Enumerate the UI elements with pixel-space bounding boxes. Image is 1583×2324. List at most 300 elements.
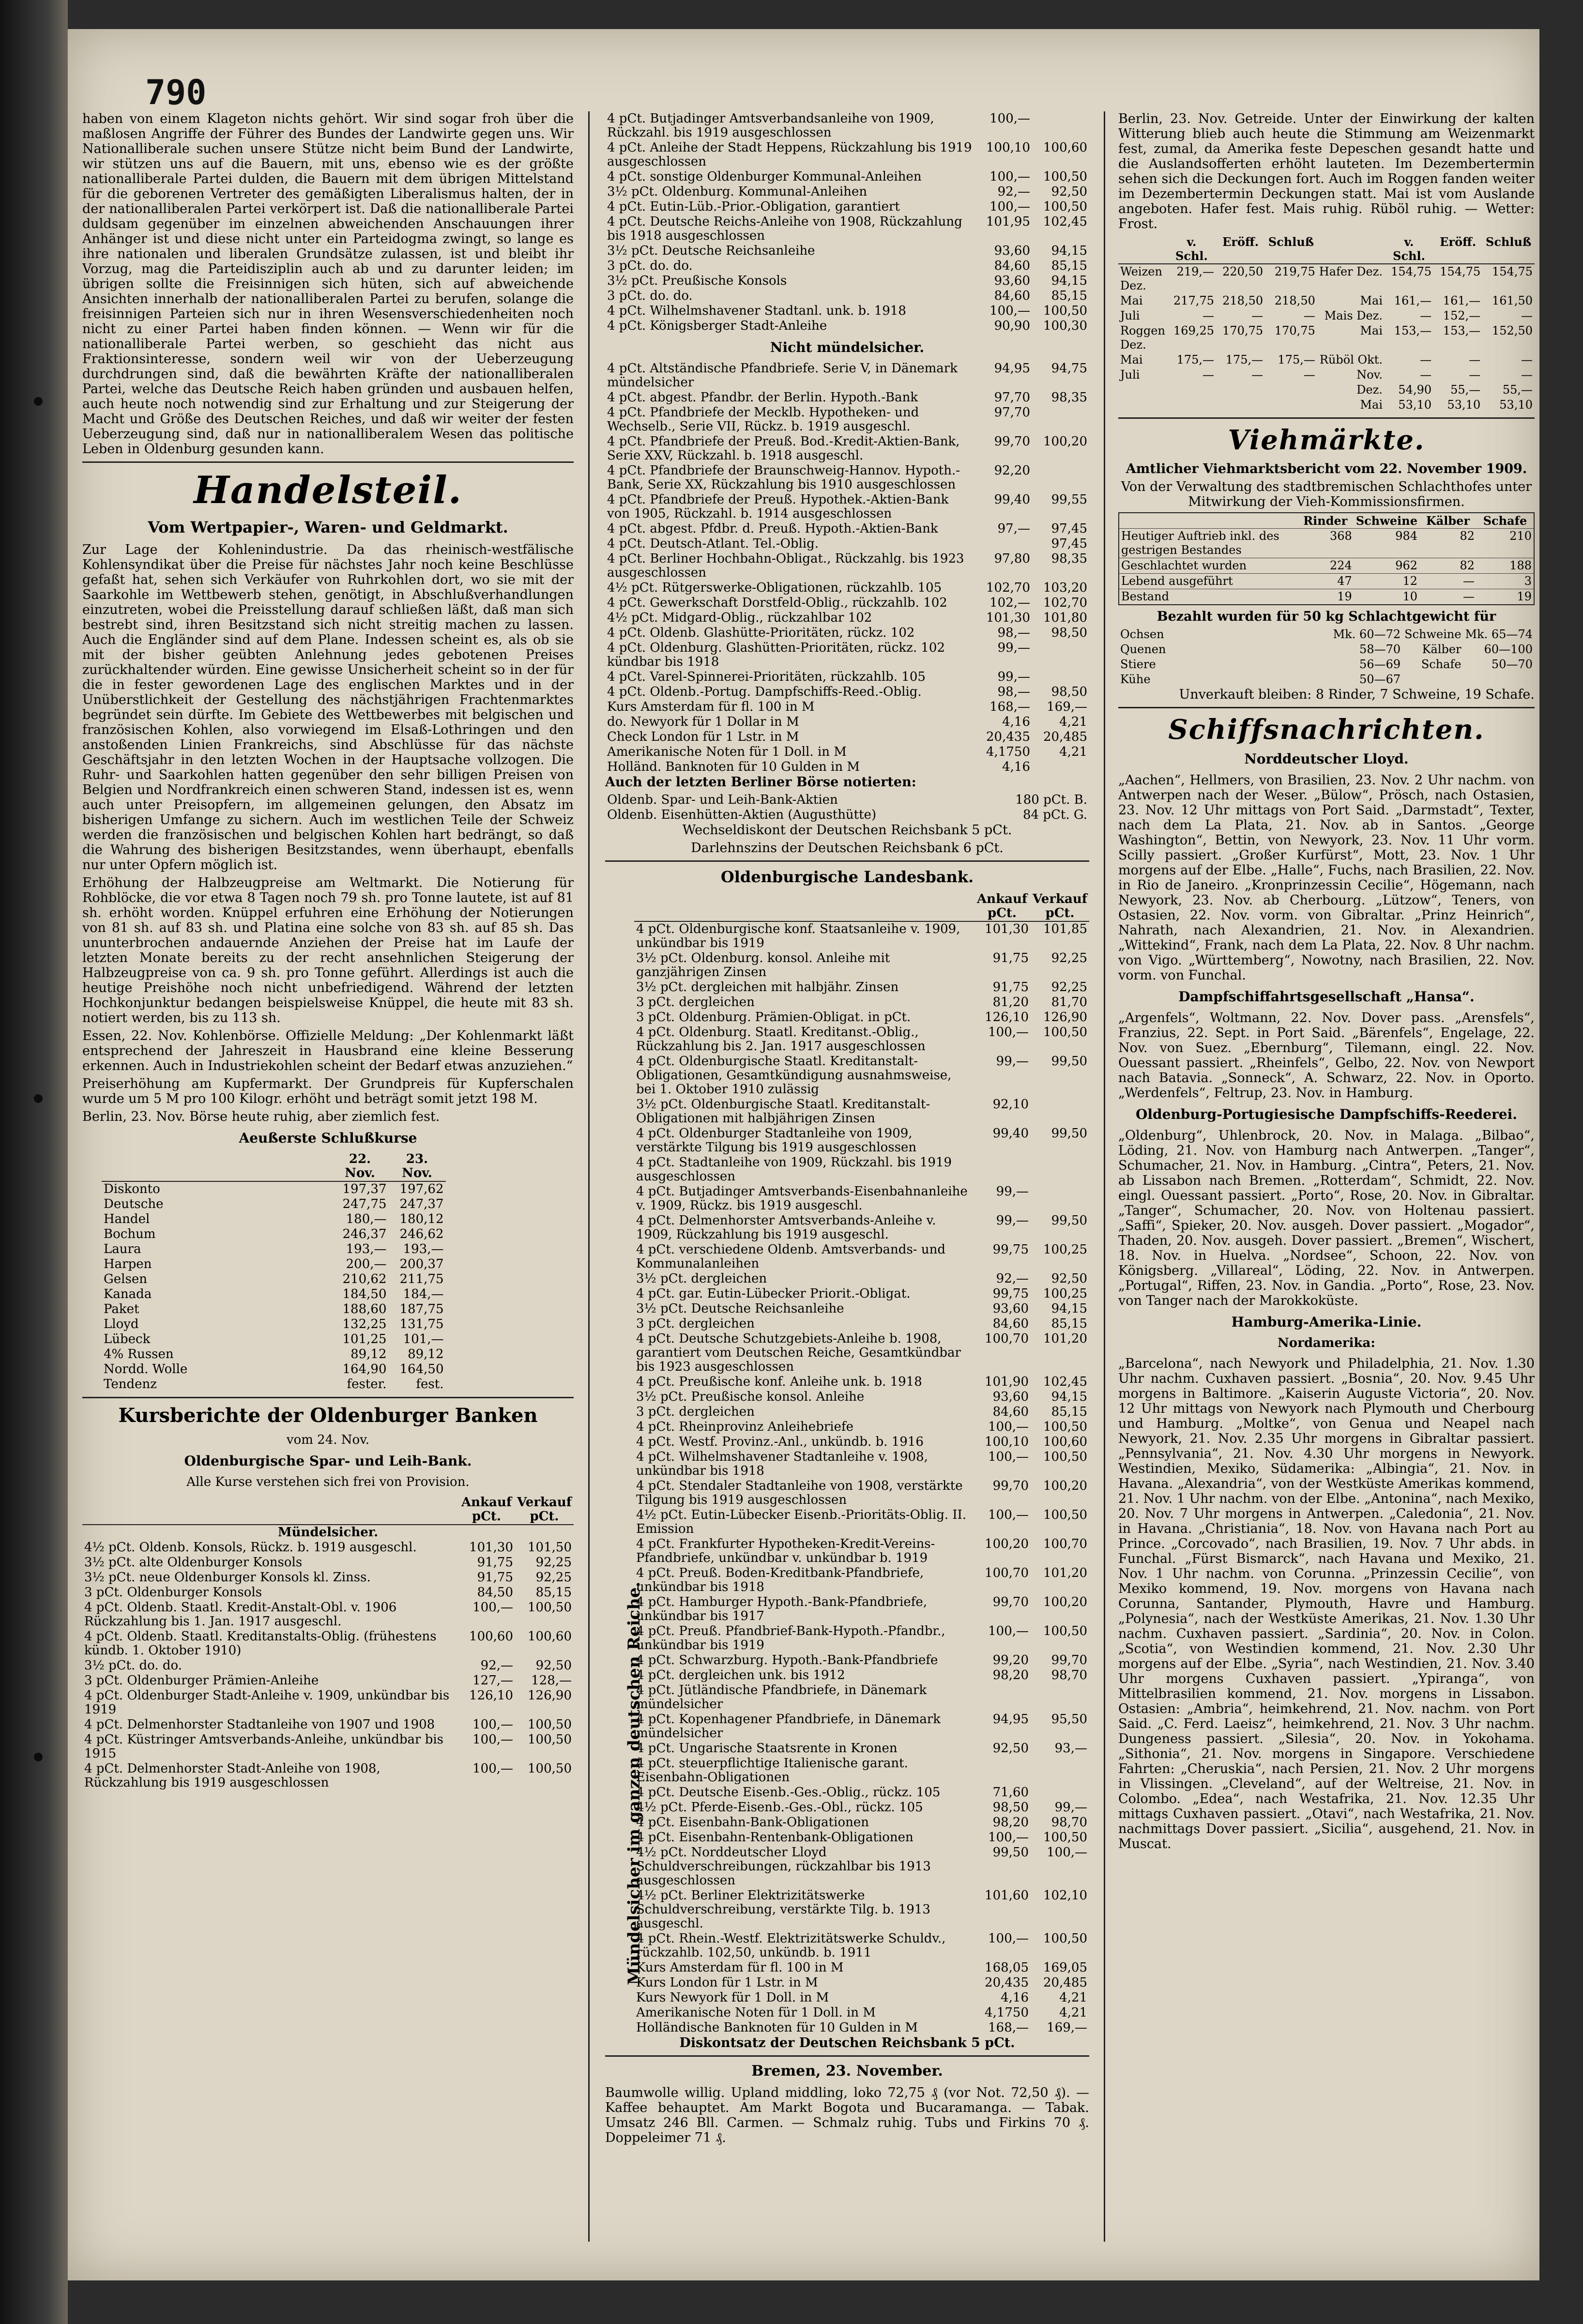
row-label: 4 pCt. Pfandbriefe der Braunschweig-Hannov. Hypoth.-Bank, Serie XX, Rückzahlung bis 1910 ausgeschlossen xyxy=(607,463,960,492)
row-value: 56—69 xyxy=(1359,657,1401,671)
row-label: 4 pCt. Oldenburger Stadt-Anleihe v. 1909, unkündbar bis 1919 xyxy=(84,1688,450,1717)
schlusskurs-row xyxy=(102,1242,446,1257)
kurs-row xyxy=(634,1595,1089,1624)
row-value: 102,70 xyxy=(1043,596,1087,610)
row-value: 98,35 xyxy=(1051,551,1087,566)
kurs-row xyxy=(605,492,1089,521)
row-value: 100,20 xyxy=(1043,1479,1087,1493)
row-value: Mais Dez. xyxy=(1324,309,1383,322)
row-label: 4½ pCt. Oldenb. Konsols, Rückz. b. 1919 ausgeschl. xyxy=(84,1540,417,1555)
kurs-row xyxy=(605,581,1089,596)
row-value: 100,50 xyxy=(528,1600,572,1615)
row-label: Juli xyxy=(1120,368,1140,382)
column-header: Eröff. xyxy=(1433,234,1482,264)
bremen-heading: Bremen, 23. November. xyxy=(751,2063,943,2079)
row-value: Mai xyxy=(1360,294,1383,307)
row-value: 100,10 xyxy=(986,140,1030,155)
row-label: do. Newyork für 1 Dollar in M xyxy=(607,715,799,729)
row-value: 91,75 xyxy=(477,1570,514,1585)
row-label: Harpen xyxy=(104,1257,152,1271)
row-value: 100,50 xyxy=(1043,1624,1087,1638)
row-value xyxy=(1216,398,1265,413)
row-label: Bestand xyxy=(1119,589,1297,605)
row-value: 100,20 xyxy=(1043,1595,1087,1609)
row-label: 4 pCt. Wilhelmshavener Stadtanleihe v. 1908, unkündbar bis 1918 xyxy=(636,1450,928,1478)
row-value xyxy=(1032,463,1089,492)
row-label: 4 pCt. Deutsche Eisenb.-Ges.-Oblig., rückz. 105 xyxy=(636,1785,941,1800)
row-value: 90,90 xyxy=(994,319,1030,333)
row-value: — xyxy=(1303,368,1315,382)
row-label: 3½ pCt. neue Oldenburger Konsols kl. Zinss. xyxy=(84,1570,371,1585)
row-value: 153,— xyxy=(1443,324,1481,337)
row-value: 92,10 xyxy=(992,1097,1029,1112)
kurs-row xyxy=(634,1420,1089,1435)
row-label: 4 pCt. verschiedene Oldenb. Amtsverbands- und Kommunalanleihen xyxy=(636,1242,945,1271)
row-label: 4 pCt. steuerpflichtige Italienische garant. Eisenbahn-Obligationen xyxy=(636,1756,908,1785)
row-label: Kurs Amsterdam für fl. 100 in M xyxy=(636,1960,844,1975)
row-value: 100,— xyxy=(989,169,1030,184)
column-header xyxy=(82,1495,458,1525)
row-value: 100,25 xyxy=(1043,1242,1087,1257)
row-value: 93,— xyxy=(1054,1741,1087,1756)
row-value: 98,70 xyxy=(1051,1815,1087,1830)
row-label: 4 pCt. Berliner Hochbahn-Obligat., Rückzahlg. bis 1923 ausgeschlossen xyxy=(607,551,964,580)
row-label: 4 pCt. Delmenhorster Stadtanleihe von 1907 und 1908 xyxy=(84,1717,435,1732)
row-value: 20,435 xyxy=(986,730,1030,744)
row-label: Kanada xyxy=(104,1287,152,1301)
schlusskurs-row xyxy=(102,1197,446,1212)
kurs-row xyxy=(634,1508,1089,1537)
kurs-row xyxy=(634,1624,1089,1653)
kurs-row xyxy=(634,1566,1089,1595)
schlusskurs-row xyxy=(102,1181,446,1197)
column-3 xyxy=(1118,111,1535,1854)
landesbank-table xyxy=(634,892,1089,2035)
row-value: 100,50 xyxy=(528,1717,572,1732)
column-header: Schafe xyxy=(1476,513,1534,529)
row-value: 154,75 xyxy=(1492,265,1533,278)
row-value: 82 xyxy=(1419,529,1476,558)
row-value: — xyxy=(1420,368,1432,382)
row-label: 4 pCt. Kopenhagener Pfandbriefe, in Dänemark mündelsicher xyxy=(636,1712,941,1741)
row-value: 71,60 xyxy=(992,1785,1029,1800)
row-value: 100,— xyxy=(988,1508,1029,1522)
row-value: 99,— xyxy=(997,670,1030,684)
row-label: 4 pCt. Stadtanleihe von 1909, Rückzahl. bis 1919 ausgeschlossen xyxy=(636,1155,952,1184)
row-value: Dez. xyxy=(1356,383,1383,397)
schlusskurs-row xyxy=(102,1302,446,1317)
kurs-row xyxy=(605,521,1089,536)
row-value: 169,— xyxy=(1047,2020,1087,2035)
row-value: 175,— xyxy=(1225,353,1263,367)
schlusskurs-row xyxy=(102,1257,446,1272)
row-value xyxy=(974,1683,1031,1712)
row-value: 101,95 xyxy=(986,214,1030,229)
column-header: Verkauf pCt. xyxy=(515,1495,574,1525)
row-value: 93,60 xyxy=(992,1390,1029,1404)
landesbank-title: Oldenburgische Landesbank. xyxy=(720,868,974,886)
row-value: 169,— xyxy=(1047,700,1087,714)
row-label: 4 pCt. Westf. Provinz.-Anl., unkündb. b. 1916 xyxy=(636,1435,924,1449)
row-value: 984 xyxy=(1354,529,1419,558)
row-value: 19 xyxy=(1297,589,1354,605)
row-value: 197,37 xyxy=(342,1182,387,1196)
row-value: 100,— xyxy=(472,1732,514,1747)
row-value: — xyxy=(1251,368,1263,382)
row-value: 100,50 xyxy=(528,1761,572,1776)
row-label: 4 pCt. Hamburger Hypoth.-Bank-Pfandbriefe, unkündbar bis 1917 xyxy=(636,1595,928,1623)
row-label: Amerikanische Noten für 1 Doll. in M xyxy=(607,745,847,759)
row-value: 100,— xyxy=(988,1450,1029,1464)
row-value: fester. xyxy=(347,1377,387,1391)
vieh-preis-row xyxy=(1118,657,1535,672)
row-value: Mai xyxy=(1360,324,1383,337)
binding-edge xyxy=(0,0,68,2324)
column-header: Schluß xyxy=(1482,234,1535,264)
kurs-row xyxy=(605,244,1089,259)
row-label: 4 pCt. dergleichen unk. bis 1912 xyxy=(636,1668,845,1682)
row-label: 4 pCt. Eutin-Lüb.-Prior.-Obligation, garantiert xyxy=(607,199,900,214)
row-value: 126,10 xyxy=(985,1010,1029,1024)
row-value: 97,70 xyxy=(994,405,1030,420)
row-label: Heutiger Auftrieb inkl. des gestrigen Bestandes xyxy=(1119,529,1297,558)
kurs-row xyxy=(605,463,1089,492)
kurs-row xyxy=(634,1741,1089,1756)
row-value: 92,— xyxy=(996,1271,1029,1286)
row-value: 81,20 xyxy=(992,995,1029,1009)
schlusskurs-row xyxy=(102,1287,446,1302)
kurs-row xyxy=(605,390,1089,405)
row-value: 92,50 xyxy=(1051,1271,1087,1286)
row-label: 3½ pCt. dergleichen xyxy=(636,1271,767,1286)
kurs-row xyxy=(634,1845,1089,1888)
row-value: Mai xyxy=(1360,398,1383,412)
row-label: 4 pCt. Preußische konf. Anleihe unk. b. 1918 xyxy=(636,1375,922,1389)
row-value: 99,50 xyxy=(992,1845,1029,1860)
row-value: 168,— xyxy=(988,2020,1029,2035)
row-value: 99,— xyxy=(1054,1800,1087,1815)
row-value: 247,37 xyxy=(399,1197,444,1211)
row-value: 101,80 xyxy=(1043,611,1087,625)
schlusskurs-row xyxy=(102,1347,446,1362)
kurs-row xyxy=(634,2020,1089,2035)
row-label: 4 pCt. Deutsch-Atlant. Tel.-Oblig. xyxy=(607,536,819,551)
handelsteil-heading: Handelsteil. xyxy=(194,468,462,512)
kurs-row xyxy=(605,434,1089,463)
bank-table-top xyxy=(605,111,1089,334)
kurs-row xyxy=(82,1600,574,1629)
row-value: 99,40 xyxy=(994,492,1030,507)
kursberichte-table xyxy=(82,1495,574,1790)
kurs-row xyxy=(634,980,1089,995)
column-header xyxy=(1118,234,1167,264)
row-value: 92,20 xyxy=(994,463,1030,478)
kurs-row xyxy=(605,304,1089,319)
kurs-row xyxy=(605,808,1089,823)
kurs-row xyxy=(605,199,1089,214)
row-value: 224 xyxy=(1297,558,1354,574)
row-value: 99,70 xyxy=(1051,1653,1087,1667)
row-label: Ochsen xyxy=(1120,627,1164,641)
row-value: 81,70 xyxy=(1051,995,1087,1009)
row-value: 97,— xyxy=(997,521,1030,536)
row-label: 4 pCt. Eisenbahn-Bank-Obligationen xyxy=(636,1815,869,1830)
row-label: 4 pCt. Küstringer Amtsverbands-Anleihe, unkündbar bis 1915 xyxy=(84,1732,444,1761)
row-value: 101,85 xyxy=(1043,922,1087,936)
row-value: 98,20 xyxy=(992,1668,1029,1682)
row-value: 60—100 xyxy=(1484,642,1533,656)
row-value xyxy=(1032,760,1089,775)
getreide-row xyxy=(1118,352,1535,367)
divider xyxy=(605,2055,1089,2057)
row-value: 247,75 xyxy=(342,1197,387,1211)
row-label: 4 pCt. abgest. Pfandbr. der Berlin. Hypoth.-Bank xyxy=(607,390,918,405)
column-header: v. Schl. xyxy=(1385,234,1433,264)
row-label: Lloyd xyxy=(104,1317,139,1331)
row-value xyxy=(1463,672,1535,687)
row-label: Mai xyxy=(1120,294,1143,307)
kurs-row xyxy=(634,1479,1089,1508)
row-value: 169,05 xyxy=(1043,1960,1087,1975)
row-value: 102,70 xyxy=(986,581,1030,595)
row-label: 3½ pCt. Preußische Konsols xyxy=(607,274,787,288)
row-value: 180,12 xyxy=(399,1212,444,1226)
kurs-row xyxy=(82,1555,574,1570)
row-value: 92,— xyxy=(480,1658,514,1673)
row-value: Kälber xyxy=(1422,642,1461,656)
kurs-row xyxy=(634,951,1089,980)
row-value: — xyxy=(1419,589,1476,605)
row-value: 126,90 xyxy=(1043,1010,1087,1024)
schlusskurs-row xyxy=(102,1362,446,1377)
schlusskurs-row xyxy=(102,1377,446,1392)
row-value: 152,50 xyxy=(1492,324,1533,337)
row-value: 180,— xyxy=(346,1212,387,1226)
kurs-row xyxy=(605,259,1089,274)
kurs-row xyxy=(634,1756,1089,1785)
row-value: 152,— xyxy=(1443,309,1481,322)
row-value xyxy=(974,1155,1031,1184)
row-value: 85,15 xyxy=(1051,289,1087,303)
row-value: 962 xyxy=(1354,558,1419,574)
row-label: 4 pCt. Oldenburg. Staatl. Kreditanst.-Oblig., Rückzahlung bis 2. Jan. 1917 ausgeschlossen xyxy=(636,1025,926,1054)
row-value: 100,— xyxy=(988,1830,1029,1845)
row-label: 4% Russen xyxy=(104,1347,174,1361)
row-value: 99,75 xyxy=(992,1286,1029,1301)
row-value: 58—70 xyxy=(1359,642,1401,656)
row-label: 4 pCt. Wilhelmshavener Stadtanl. unk. b. 1918 xyxy=(607,304,906,318)
row-value: 131,75 xyxy=(399,1317,444,1331)
row-label: 3 pCt. Oldenburger Prämien-Anleihe xyxy=(84,1673,319,1688)
row-value: 20,435 xyxy=(985,1975,1029,1990)
row-label: Lebend ausgeführt xyxy=(1119,574,1297,589)
row-value: 53,10 xyxy=(1447,398,1481,412)
row-value xyxy=(1402,672,1463,687)
row-value: 218,50 xyxy=(1222,294,1263,307)
row-value: 100,50 xyxy=(1043,1025,1087,1040)
row-label: 4 pCt. Altständische Pfandbriefe. Serie V, in Dänemark mündelsicher xyxy=(607,361,958,390)
row-value: Rüböl Okt. xyxy=(1319,353,1383,367)
row-label: 4½ pCt. Eutin-Lübecker Eisenb.-Prioritäts-Oblig. II. Emission xyxy=(636,1508,967,1536)
bank-table-mark xyxy=(605,793,1089,823)
row-label: 4 pCt. Oldenburgische konf. Staatsanleihe v. 1909, unkündbar bis 1919 xyxy=(636,922,960,950)
row-label: 4 pCt. Delmenhorster Stadt-Anleihe von 1908, Rückzahlung bis 1919 ausgeschlossen xyxy=(84,1761,381,1790)
row-label: 4 pCt. Preuß. Boden-Kreditbank-Pfandbriefe, unkündbar bis 1918 xyxy=(636,1566,924,1594)
row-value: 100,50 xyxy=(1043,1420,1087,1434)
row-label: 4 pCt. Oldenb. Staatl. Kredit-Anstalt-Obl. v. 1906 Rückzahlung bis 1. Jan. 1917 ausgeschl. xyxy=(84,1600,397,1629)
getreide-row xyxy=(1118,264,1535,293)
row-value xyxy=(1167,382,1216,398)
row-value: 92,25 xyxy=(535,1570,572,1585)
row-value: 100,50 xyxy=(1043,1830,1087,1845)
row-value: 97,70 xyxy=(994,390,1030,405)
row-value: 4,16 xyxy=(1002,715,1030,729)
row-value: Mk. 60—72 xyxy=(1333,627,1401,641)
kursberichte-date: vom 24. Nov. xyxy=(286,1433,370,1447)
column-2 xyxy=(605,111,1089,2148)
row-label: 4 pCt. Pfandbriefe der Preuß. Bod.-Kredit-Aktien-Bank, Serie XXV, Rückzahl. b. 1918 ausgeschl. xyxy=(607,434,960,463)
row-value: 100,50 xyxy=(1043,1450,1087,1464)
row-value: 99,— xyxy=(997,641,1030,655)
divider xyxy=(82,1397,574,1398)
row-value: 94,15 xyxy=(1051,244,1087,258)
row-value xyxy=(1031,1184,1089,1213)
kurs-row xyxy=(634,1390,1089,1405)
row-label: 4 pCt. Stendaler Stadtanleihe von 1908, verstärkte Tilgung bis 1919 ausgeschlossen xyxy=(636,1479,963,1507)
row-value: 100,60 xyxy=(1043,140,1087,155)
kurs-row xyxy=(634,1242,1089,1271)
row-value: 101,20 xyxy=(1043,1331,1087,1346)
kurs-row xyxy=(605,611,1089,626)
row-value: 210,62 xyxy=(342,1272,387,1286)
row-label: Laura xyxy=(104,1242,141,1256)
kursberichte-sub: Mündelsicher. xyxy=(277,1525,379,1540)
row-value xyxy=(1031,1097,1089,1126)
row-value xyxy=(1265,398,1317,413)
kurs-row xyxy=(634,1888,1089,1931)
row-value: 50—67 xyxy=(1359,673,1401,686)
schlusskurs-row xyxy=(102,1227,446,1242)
column-header: 23. Nov. xyxy=(389,1152,446,1181)
row-value: 132,25 xyxy=(342,1317,387,1331)
row-value: 4,1750 xyxy=(985,2005,1029,2020)
row-value: 368 xyxy=(1297,529,1354,558)
row-value: 101,60 xyxy=(985,1888,1029,1903)
row-label xyxy=(1118,398,1167,413)
row-value: 101,30 xyxy=(985,922,1029,936)
row-value: Nov. xyxy=(1356,368,1383,382)
row-value: 154,75 xyxy=(1391,265,1432,278)
row-label: Deutsche xyxy=(104,1197,164,1211)
row-value: 99,55 xyxy=(1051,492,1087,507)
row-value: 92,50 xyxy=(1051,184,1087,199)
row-value: 220,50 xyxy=(1222,265,1263,278)
kurs-row xyxy=(82,1658,574,1673)
kurs-row xyxy=(634,1785,1089,1800)
row-value: 89,12 xyxy=(350,1347,387,1361)
row-value: 100,— xyxy=(472,1717,514,1732)
row-value: 84,60 xyxy=(992,1316,1029,1331)
row-value: 85,15 xyxy=(535,1585,572,1600)
row-label: Quenen xyxy=(1120,642,1166,656)
row-label: Kurs London für 1 Lstr. in M xyxy=(636,1975,818,1990)
row-value: 161,50 xyxy=(1492,294,1533,307)
kurs-row xyxy=(634,1960,1089,1975)
row-value: 188,60 xyxy=(342,1302,387,1316)
column-header: Schweine xyxy=(1354,513,1419,529)
row-label: Handel xyxy=(104,1212,150,1226)
row-value: — xyxy=(1521,309,1533,322)
row-value: — xyxy=(1202,309,1215,322)
vieh-bericht: Amtlicher Viehmarktsbericht vom 22. November 1909. xyxy=(1126,461,1527,476)
row-value: 100,60 xyxy=(469,1629,514,1644)
row-value: 100,60 xyxy=(1043,1435,1087,1449)
row-value xyxy=(1216,382,1265,398)
row-value: 94,95 xyxy=(994,361,1030,376)
kurs-row xyxy=(634,1301,1089,1316)
column-rule-2 xyxy=(1104,111,1105,2242)
row-value: 102,45 xyxy=(1043,1375,1087,1389)
row-label: 4 pCt. Deutsche Schutzgebiets-Anleihe b. 1908, garantiert vom Deutschen Reiche, Gesamtkündbar bis 1923 ausgeschlossen xyxy=(636,1331,961,1374)
row-value: 100,50 xyxy=(1043,199,1087,214)
row-label: 4 pCt. Oldenburg. Glashütten-Prioritäten, rückz. 102 kündbar bis 1918 xyxy=(607,641,945,669)
row-label: 4 pCt. Oldenb. Staatl. Kreditanstalts-Oblig. (frühestens kündb. 1. Oktober 1910) xyxy=(84,1629,437,1658)
column-1 xyxy=(82,111,574,1790)
kurs-row xyxy=(82,1732,574,1761)
row-value: 92,25 xyxy=(1051,951,1087,965)
essen-article: Essen, 22. Nov. Kohlenbörse. Offizielle Meldung: „Der Kohlenmarkt läßt entsprechend der Jahreszeit in Hausbrand eine kleine Besserung erkennen. Auch in Industriekohlen scheint der Bedarf etwas anzuziehen.“ xyxy=(82,1028,574,1073)
row-value: 161,— xyxy=(1394,294,1432,307)
row-value: 126,10 xyxy=(469,1688,514,1703)
vieh-row xyxy=(1119,529,1534,558)
kursberichte-bank: Oldenburgische Spar- und Leih-Bank. xyxy=(184,1453,472,1469)
row-value: 84,60 xyxy=(992,1405,1029,1419)
kurs-row xyxy=(605,700,1089,715)
row-value: 93,60 xyxy=(992,1301,1029,1316)
column-header: Kälber xyxy=(1419,513,1476,529)
row-value: 94,15 xyxy=(1051,1301,1087,1316)
row-value: 100,— xyxy=(988,1931,1029,1946)
row-value: 85,15 xyxy=(1051,1316,1087,1331)
schlusskurs-row xyxy=(102,1332,446,1347)
row-label: 4 pCt. Oldenburgische Staatl. Kreditanstalt-Obligationen, Gesamtkündigung ausnahmsweise, bei 1. Oktober 1910 zulässig xyxy=(636,1054,952,1097)
row-value: 95,50 xyxy=(1051,1712,1087,1727)
muendelsicher-label: Mündelsicher im ganzen deutschen Reiche. xyxy=(624,1581,644,1985)
row-value: 217,75 xyxy=(1173,294,1215,307)
row-label: Oldenb. Spar- und Leih-Bank-Aktien xyxy=(607,793,838,807)
row-value: 193,— xyxy=(403,1242,444,1256)
kurs-row xyxy=(605,626,1089,641)
kurs-row xyxy=(82,1585,574,1600)
kurs-row xyxy=(605,793,1089,808)
row-value: 219,— xyxy=(1176,265,1215,278)
row-value: — xyxy=(1469,353,1481,367)
row-label: 4½ pCt. Berliner Elektrizitätswerke Schuldverschreibung, verstärkte Tilg. b. 1913 ausgeschl. xyxy=(636,1888,930,1931)
row-value: 91,75 xyxy=(477,1555,514,1570)
kurs-row xyxy=(605,289,1089,304)
row-value: 3 xyxy=(1476,574,1534,589)
halbzeug-article: Erhöhung der Halbzeugpreise am Weltmarkt. Die Notierung für Rohblöcke, die vor etwa 8 Tagen noch 79 sh. pro Tonne lautete, ist auf 81 sh. erhöht worden. Knüppel erfuhren eine Erhöhung der Notierungen von 81 sh. auf 83 sh. und Platina eine solche von 83 sh. auf 85 sh. Das ununterbrochen andauernde Anziehen der Preise hat im Laufe der letzten Monate bereits zu der recht ansehnlichen Steigerung der Halbzeugpreise von ca. 9 sh. pro Tonne geführt. Allerdings ist auch die heutige Preishöhe noch nicht unbefriedigend. Während der letzten Hochkonjunktur bedangen beispielsweise Knüppel, die heute mit 83 sh. notiert werden, bis zu 113 sh. xyxy=(82,875,574,1025)
row-value: 99,— xyxy=(996,1213,1029,1228)
row-value xyxy=(1031,1155,1089,1184)
row-value: — xyxy=(1303,309,1315,322)
schlusskurs-row xyxy=(102,1212,446,1227)
kurs-row xyxy=(634,1990,1089,2005)
hapag-text: „Barcelona“, nach Newyork und Philadelphia, 21. Nov. 1.30 Uhr nachm. Cuxhaven passiert. „Bosnia“, 20. Nov. 9.45 Uhr morgens in Baltimore. „Kaiserin Auguste Victoria“, 20. Nov. 12 Uhr mittags von Newyork nach Plymouth und Cherbourg und Hamburg. „Moltke“, von Genua und Neapel nach Newyork, 21. Nov. 2.35 Uhr morgens in Gibraltar passiert. „Pennsylvania“, 21. Nov. 4.30 Uhr morgens in Newyork. Westindien, Mexiko, Südamerika: „Albingia“, 21. Nov. in Havana. „Alexandria“, von der Westküste Amerikas kommend, 21. Nov. 1 Uhr nachm. von der Elbe. „Antonina“, nach Mexiko, 20. Nov. 7 Uhr morgens in Antwerpen. „Caledonia“, 21. Nov. in Havana. „Christiania“, 18. Nov. von Havana nach Port au Prince. „Corcovado“, nach Brasilien, 19. Nov. 7 Uhr abds. in Funchal. „Fürst Bismarck“, nach Havana und Mexiko, 21. Nov. 1 Uhr nachm. von Corunna. „Prinzessin Cecilie“, von Mexiko kommend, 19. Nov. morgens von Havana nach Corunna, Santander, Plymouth, Havre und Hamburg. „Polynesia“, nach der Westküste Amerikas, 21. Nov. 1.30 Uhr nachm. Cuxhaven passiert. „Sardinia“, 20. Nov. in Colon. „Scotia“, von Westindien kommend, 21. Nov. 2.30 Uhr morgens auf der Elbe. „Syria“, nach Westindien, 21. Nov. 3.40 Uhr morgens Cuxhaven passiert. „Ypiranga“, von Mittelbrasilien kommend, 21. Nov. morgens in Lissabon. Ostasien: „Ambria“, heimkehrend, 21. Nov. nachm. von Port Said. „C. Ferd. Laeisz“, heimkehrend, 21. Nov. 3 Uhr nachm. Dungeness passiert. „Silesia“, 20. Nov. in Yokohama. „Sithonia“, 21. Nov. morgens in Singapore. Verschiedene Fahrten: „Cheruskia“, nach Persien, 21. Nov. 2 Uhr morgens in Vlissingen. „Cleveland“, auf der Weltreise, 21. Nov. in Colombo. „Edea“, nach Westafrika, 21. Nov. 12.35 Uhr mittags Cuxhaven passiert. „Otavi“, nach Westafrika, 21. Nov. nachmittags Dover passiert. „Sicilia“, ausgehend, 21. Nov. in Muscat. xyxy=(1118,1356,1535,1851)
row-value: 89,12 xyxy=(408,1347,444,1361)
getreide-table xyxy=(1118,234,1535,413)
kurs-row xyxy=(605,274,1089,289)
